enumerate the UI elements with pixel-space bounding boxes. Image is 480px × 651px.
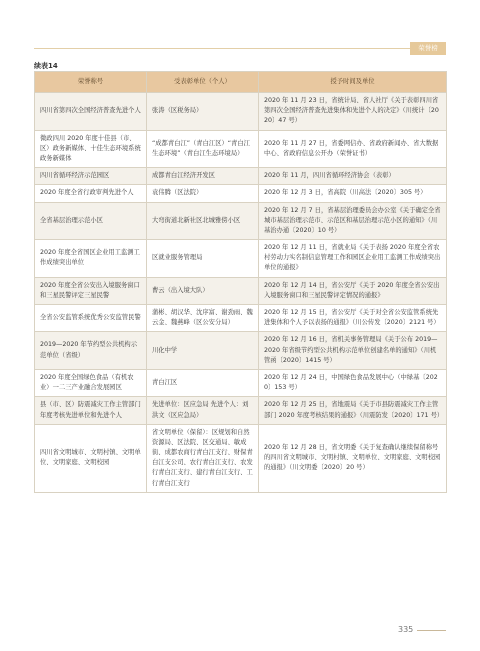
honor-cell: 县（市、区）防震减灾工作主管部门年度考核先进单位和先进个人 — [35, 397, 147, 424]
table-row — [35, 202, 447, 240]
table-row — [35, 130, 447, 168]
table-row — [35, 185, 447, 202]
table-header-row — [35, 72, 447, 93]
honor-cell: 四川省文明城市、文明村镇、文明单位、文明家庭、文明校园 — [35, 424, 147, 492]
honors-table — [34, 71, 447, 493]
granted-cell: 2020 年 12 月 15 日，省公安厅《关于对全省公安监管系统先进集体和个人予以表扬的通报》（川公传发〔2020〕2121 号） — [259, 305, 447, 332]
honor-cell: 2020 年度全国绿色食品（有机农业）一二三产业融合发展园区 — [35, 369, 147, 396]
granted-cell: 2020 年 11 月 23 日，省统计局、省人社厅《关于表彰四川省第四次全国经济普查先进集体和先进个人的决定》（川统计〔2020〕47 号） — [259, 93, 447, 131]
recipient-cell: 省文明单位（保留）：区规划和自然资源局、区法院、区交通局、敏成街、成都农商行青白江支行、财保青白江支公司、农行青白江支行、农发行青白江支行、建行青白江支行、工行青白江支行 — [147, 424, 259, 492]
table-row — [35, 397, 447, 424]
recipient-cell: 成都青白江经济开发区 — [147, 168, 259, 185]
honor-cell: 2019—2020 年节约型公共机构示范单位（省级） — [35, 332, 147, 370]
table-row — [35, 369, 447, 396]
recipient-cell: 先进单位：区应急局 先进个人：刘洪文（区应急局） — [147, 397, 259, 424]
recipient-cell: 蒲彬、胡汉华、沈序富、谢劲雨、魏云金、魏燕峰（区公安分局） — [147, 305, 259, 332]
granted-cell: 2020 年 12 月 11 日，省就业局《关于表扬 2020 年度全省农村劳动力实名制信息管理工作和园区企业用工监测工作成绩突出单位的通报》 — [259, 240, 447, 278]
header-honor: 荣誉称号 — [35, 72, 147, 93]
honor-cell: 全省基层治理示范小区 — [35, 202, 147, 240]
recipient-cell: 袁伟腾（区法院） — [147, 185, 259, 202]
recipient-cell: 大弯街道北新社区北城雅傍小区 — [147, 202, 259, 240]
granted-cell: 2020 年 12 月 7 日，省基层治理委员会办公室《关于确定全省城市基层治理示范市、示范区和基层治理示范小区的通知》（川基治办通〔2020〕10 号） — [259, 202, 447, 240]
granted-cell: 2020 年 11 月，四川省循环经济协会（表彰） — [259, 168, 447, 185]
honor-cell: 微政四川 2020 年度十佳县（市、区）政务新媒体、十佳生态环境系统政务新媒体 — [35, 130, 147, 168]
table-row — [35, 93, 447, 131]
header-rule — [34, 48, 410, 49]
honor-cell: 四川省第四次全国经济普查先进个人 — [35, 93, 147, 131]
recipient-cell: 区就业服务管理局 — [147, 240, 259, 278]
granted-cell: 2020 年 12 月 25 日，省地震局《关于市县防震减灾工作主管部门 2020 年度考核结果的通报》（川震防发〔2020〕171 号） — [259, 397, 447, 424]
honor-cell: 2020 年度全省公安出入境服务窗口和三星民警评定三星民警 — [35, 277, 147, 304]
table-row — [35, 305, 447, 332]
recipient-cell: 曹云（出入境大队） — [147, 277, 259, 304]
table-caption: 续表14 — [34, 62, 58, 70]
granted-cell: 2020 年 12 月 24 日，中国绿色食品发展中心（中绿基〔2020〕153 号） — [259, 369, 447, 396]
honor-cell: 四川省循环经济示范园区 — [35, 168, 147, 185]
honor-cell: 2020 年度全省行政审判先进个人 — [35, 185, 147, 202]
recipient-cell: 青白江区 — [147, 369, 259, 396]
header-recipient: 受表彰单位（个人） — [147, 72, 259, 93]
table-row — [35, 168, 447, 185]
recipient-cell: 张涛（区税务局） — [147, 93, 259, 131]
recipient-cell: “成都青白江”（青白江区）“青白江生态环境”（青白江生态环境局） — [147, 130, 259, 168]
granted-cell: 2020 年 12 月 3 日，省高院（川高法〔2020〕305 号） — [259, 185, 447, 202]
header-granted: 授予时间及单位 — [259, 72, 447, 93]
table-row — [35, 424, 447, 492]
honor-cell: 全省公安监管系统优秀公安监管民警 — [35, 305, 147, 332]
recipient-cell: 川化中学 — [147, 332, 259, 370]
honor-cell: 2020 年度全省国区企业用工监测工作成绩突出单位 — [35, 240, 147, 278]
table-row — [35, 332, 447, 370]
granted-cell: 2020 年 12 月 28 日，省文明委《关于复查确认继续保留称号的四川省文明城市、文明村镇、文明单位、文明家庭、文明校园的通报》（川文明委〔2020〕20 号） — [259, 424, 447, 492]
running-head: 荣誉榜 — [410, 42, 446, 55]
granted-cell: 2020 年 12 月 16 日，省机关事务管理局《关于公布 2019—2020 年省级节约型公共机构示范单位创建名单的通知》（川机管函〔2020〕1415 号） — [259, 332, 447, 370]
footer-rule — [417, 630, 446, 631]
granted-cell: 2020 年 11 月 27 日，省委网信办、省政府新闻办、省大数据中心、省政府信息公开办（荣誉证书） — [259, 130, 447, 168]
table-row — [35, 240, 447, 278]
page-number: 335 — [398, 625, 414, 634]
granted-cell: 2020 年 12 月 14 日，省公安厅《关于 2020 年度全省公安出入境服务窗口和三星民警评定情况的通报》 — [259, 277, 447, 304]
table-row — [35, 277, 447, 304]
